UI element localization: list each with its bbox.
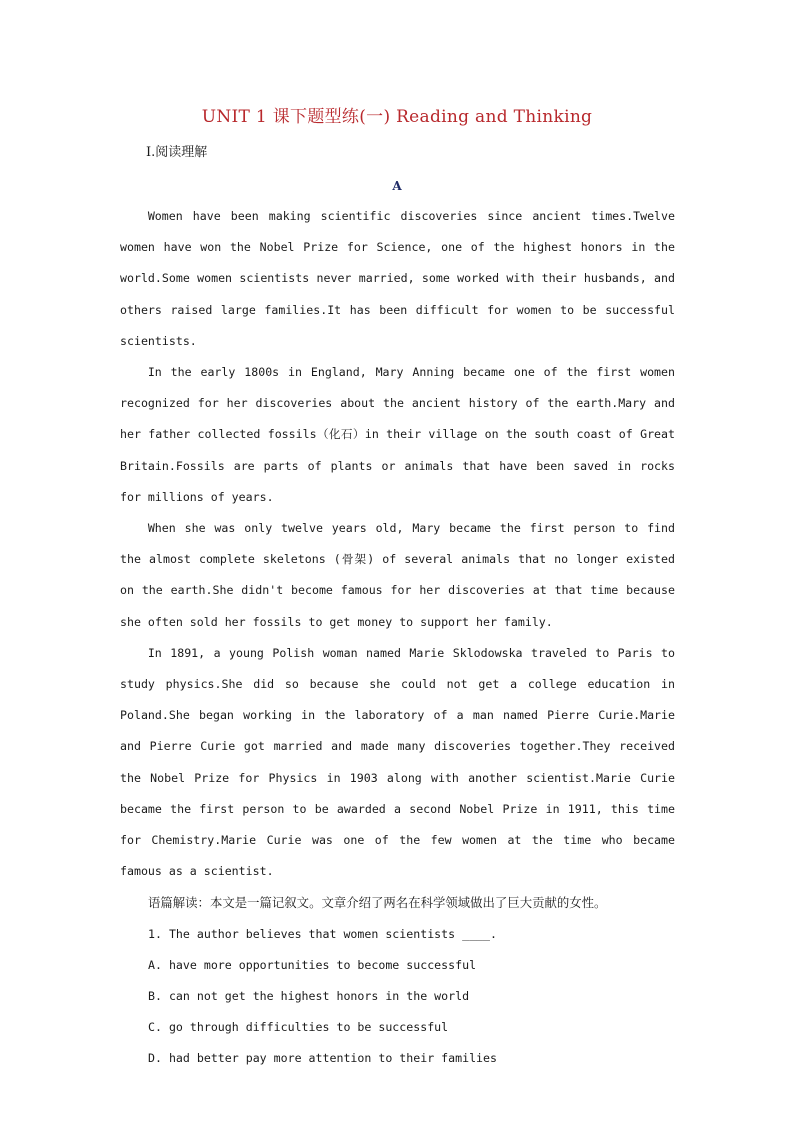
question-stem: 1. The author believes that women scientists ____.	[148, 926, 498, 941]
option-d: D. had better pay more attention to their families	[148, 1051, 498, 1066]
paragraph-1: Women have been making scientific discoveries since ancient times.Twelve women have won the Nobel Prize for Science, one of the highest honors in the world.Some women scientists never married, some worked with their husbands, and others raised large families.It has been difficult for women to be successful scientists.	[120, 209, 675, 348]
paragraph-4: In 1891, a young Polish woman named Marie Sklodowska traveled to Paris to study physics.She did so because she could not get a college education in Poland.She began working in the laboratory of a man named Pierre Curie.Marie and Pierre Curie got married and made many discoveries together.They received the Nobel Prize for Physics in 1903 along with another scientist.Marie Curie became the first person to be awarded a second Nobel Prize in 1911, this time for Chemistry.Marie Curie was one of the few women at the time who became famous as a scientist.	[120, 645, 675, 879]
page-title: UNIT 1 课下题型练(一) Reading and Thinking	[201, 107, 593, 127]
option-a: A. have more opportunities to become successful	[148, 957, 477, 972]
paragraph-2: In the early 1800s in England, Mary Anning became one of the first women recognized for her discoveries about the ancient history of the earth.Mary and her father collected fossils（化石）in their village on the south coast of Great Britain.Fossils are parts of plants or animals that have been saved in rocks for millions of years.	[120, 365, 675, 504]
passage-analysis: 语篇解读：本文是一篇记叙文。文章介绍了两名在科学领域做出了巨大贡献的女性。	[148, 895, 607, 911]
option-c: C. go through difficulties to be successful	[148, 1020, 449, 1035]
passage-label: A	[392, 179, 402, 193]
paragraph-3: When she was only twelve years old, Mary became the first person to find the almost complete skeletons (骨架) of several animals that no longer existed on the earth.She didn't become famous for her discoveries at that time because she often sold her fossils to get money to support her family.	[120, 521, 675, 629]
option-b: B. can not get the highest honors in the world	[148, 989, 470, 1004]
section-heading: Ⅰ.阅读理解	[146, 145, 208, 160]
passage-body	[120, 201, 675, 1075]
